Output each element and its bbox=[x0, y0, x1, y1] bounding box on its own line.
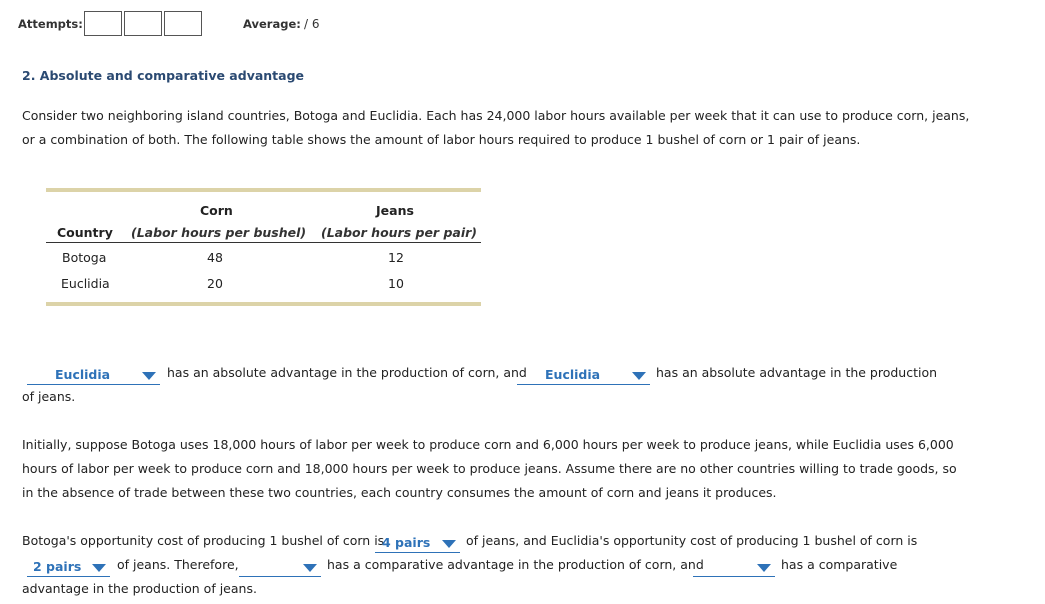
absolute-corn-dropdown-value: Euclidia bbox=[55, 367, 111, 382]
absolute-jeans-dropdown-value: Euclidia bbox=[545, 367, 601, 382]
opportunity-text-4: has a comparative advantage in the production of corn, and bbox=[327, 557, 704, 572]
absolute-text-wrap: of jeans. bbox=[22, 389, 76, 404]
table-cell-jeans: 12 bbox=[388, 250, 404, 265]
intro-line-1: Consider two neighboring island countries, Botoga and Euclidia. Each has 24,000 labor hours available per week that it can use to produce corn, jeans, bbox=[22, 108, 970, 123]
header-country: Country bbox=[57, 225, 113, 240]
table-cell-country: Botoga bbox=[62, 250, 107, 265]
initial-line-1: Initially, suppose Botoga uses 18,000 hours of labor per week to produce corn and 6,000 hours per week to produce jeans, while Euclidia uses 6,000 bbox=[22, 437, 954, 452]
chevron-down-icon bbox=[757, 564, 771, 572]
table-bottom-rule bbox=[46, 302, 481, 306]
opportunity-text-1: Botoga's opportunity cost of producing 1 bushel of corn is bbox=[22, 533, 385, 548]
table-cell-jeans: 10 bbox=[388, 276, 404, 291]
absolute-text-end: has an absolute advantage in the production bbox=[656, 365, 938, 380]
header-corn: Corn bbox=[200, 203, 233, 218]
euclidia-opportunity-dropdown-value: 2 pairs bbox=[33, 559, 82, 574]
attempt-box-1 bbox=[84, 11, 122, 36]
opportunity-text-3: of jeans. Therefore, bbox=[117, 557, 239, 572]
table-header-rule bbox=[46, 242, 481, 243]
table-cell-corn: 48 bbox=[207, 250, 223, 265]
absolute-corn-dropdown[interactable] bbox=[27, 367, 160, 385]
initial-line-3: in the absence of trade between these two countries, each country consumes the amount of corn and jeans it produces. bbox=[22, 485, 777, 500]
initial-line-2: hours of labor per week to produce corn and 18,000 hours per week to produce jeans. Assume there are no other countries willing to trade goods, so bbox=[22, 461, 957, 476]
attempt-box-3 bbox=[164, 11, 202, 36]
chevron-down-icon bbox=[442, 540, 456, 548]
table-top-rule bbox=[46, 188, 481, 192]
table-cell-corn: 20 bbox=[207, 276, 223, 291]
chevron-down-icon bbox=[92, 564, 106, 572]
average-value: / 6 bbox=[304, 17, 320, 31]
table-cell-country: Euclidia bbox=[61, 276, 110, 291]
attempt-box-2 bbox=[124, 11, 162, 36]
header-corn-sub: (Labor hours per bushel) bbox=[131, 225, 307, 240]
absolute-text-mid: has an absolute advantage in the production of corn, and bbox=[167, 365, 527, 380]
chevron-down-icon bbox=[632, 372, 646, 380]
header-jeans-sub: (Labor hours per pair) bbox=[321, 225, 477, 240]
comparative-corn-dropdown[interactable] bbox=[239, 559, 321, 577]
opportunity-text-2: of jeans, and Euclidia's opportunity cost of producing 1 bushel of corn is bbox=[466, 533, 918, 548]
attempts-label: Attempts: bbox=[18, 17, 83, 31]
opportunity-text-5: has a comparative bbox=[781, 557, 898, 572]
intro-line-2: or a combination of both. The following table shows the amount of labor hours required to produce 1 bushel of corn or 1 pair of jeans. bbox=[22, 132, 861, 147]
header-jeans: Jeans bbox=[376, 203, 414, 218]
opportunity-text-6: advantage in the production of jeans. bbox=[22, 581, 257, 596]
botoga-opportunity-dropdown-value: 4 pairs bbox=[382, 535, 431, 550]
chevron-down-icon bbox=[303, 564, 317, 572]
comparative-jeans-dropdown[interactable] bbox=[693, 559, 775, 577]
euclidia-opportunity-dropdown[interactable] bbox=[27, 559, 110, 577]
section-title: 2. Absolute and comparative advantage bbox=[22, 68, 305, 83]
botoga-opportunity-dropdown[interactable] bbox=[375, 535, 460, 553]
absolute-jeans-dropdown[interactable] bbox=[517, 367, 650, 385]
average-label: Average: bbox=[243, 17, 301, 31]
chevron-down-icon bbox=[142, 372, 156, 380]
